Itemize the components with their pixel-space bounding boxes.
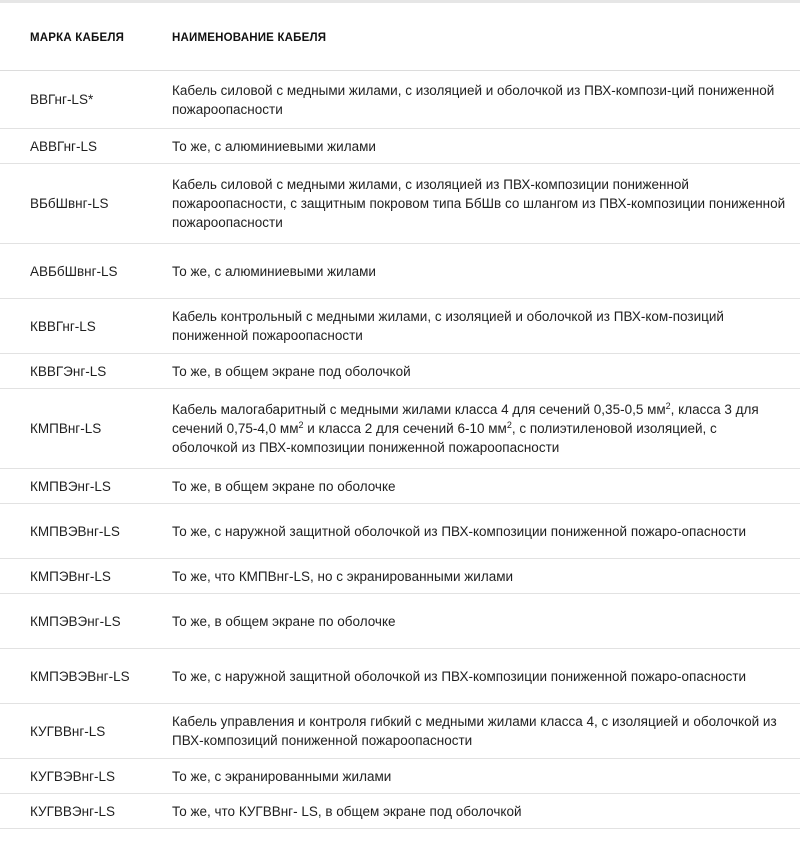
table-row	[0, 164, 800, 244]
cable-mark: АВБбШвнг-LS	[0, 244, 158, 299]
table-row	[0, 299, 800, 354]
cable-description: То же, с экранированными жилами	[158, 759, 800, 794]
table-row	[0, 594, 800, 649]
column-header-mark: МАРКА КАБЕЛЯ	[0, 6, 158, 71]
table-row	[0, 354, 800, 389]
cable-description: То же, что КУГВВнг- LS, в общем экране под оболочкой	[158, 794, 800, 829]
table-row	[0, 504, 800, 559]
table-row	[0, 129, 800, 164]
cable-description: То же, с наружной защитной оболочкой из ПВХ-композиции пониженной пожаро-опасности	[158, 649, 800, 704]
table-row	[0, 759, 800, 794]
cable-description: То же, что КМПВнг-LS, но с экранированными жилами	[158, 559, 800, 594]
table-row	[0, 469, 800, 504]
table-row	[0, 389, 800, 469]
table-row	[0, 559, 800, 594]
top-rule	[0, 0, 800, 3]
table-header-row	[0, 6, 800, 71]
cable-mark: ВБбШвнг-LS	[0, 164, 158, 244]
cable-mark: КВВГнг-LS	[0, 299, 158, 354]
cable-mark: КМПЭВЭВнг-LS	[0, 649, 158, 704]
table-row	[0, 244, 800, 299]
cable-description: То же, с алюминиевыми жилами	[158, 129, 800, 164]
cable-mark: КУГВВнг-LS	[0, 704, 158, 759]
table-row	[0, 649, 800, 704]
cable-mark: КМПЭВЭнг-LS	[0, 594, 158, 649]
cable-description: Кабель контрольный с медными жилами, с изоляцией и оболочкой из ПВХ-ком-позиций пониженной пожароопасности	[158, 299, 800, 354]
cable-description: Кабель управления и контроля гибкий с медными жилами класса 4, с изоляцией и оболочкой из ПВХ-композиций пониженной пожароопасности	[158, 704, 800, 759]
cable-mark: КМПВнг-LS	[0, 389, 158, 469]
cable-table	[0, 6, 800, 829]
cable-description: То же, в общем экране под оболочкой	[158, 354, 800, 389]
cable-mark: КВВГЭнг-LS	[0, 354, 158, 389]
table-row	[0, 704, 800, 759]
cable-description: То же, с наружной защитной оболочкой из ПВХ-композиции пониженной пожаро-опасности	[158, 504, 800, 559]
cable-description: То же, в общем экране по оболочке	[158, 469, 800, 504]
cable-mark: ВВГнг-LS*	[0, 71, 158, 129]
cable-description: То же, с алюминиевыми жилами	[158, 244, 800, 299]
column-header-name: НАИМЕНОВАНИЕ КАБЕЛЯ	[158, 6, 800, 71]
cable-mark: КМПВЭВнг-LS	[0, 504, 158, 559]
table-row	[0, 71, 800, 129]
cable-description: То же, в общем экране по оболочке	[158, 594, 800, 649]
cable-description: Кабель малогабаритный с медными жилами класса 4 для сечений 0,35-0,5 $мм^2$, класса 3 для сечений 0,75-4,0 $мм^2$ и класса 2 для сечений 6-10 $мм^2$, с полиэтиленовой изоляцией, с оболочкой из ПВХ-композиции пониженной пожароопасности	[158, 389, 800, 469]
cable-mark: АВВГнг-LS	[0, 129, 158, 164]
cable-description: Кабель силовой с медными жилами, с изоляцией из ПВХ-композиции пониженной пожароопасности, с защитным покровом типа БбШв со шлангом из ПВХ-композиции пониженной пожароопасности	[158, 164, 800, 244]
cable-mark: КУГВВЭнг-LS	[0, 794, 158, 829]
cable-mark: КМПВЭнг-LS	[0, 469, 158, 504]
table-row	[0, 794, 800, 829]
cable-mark: КУГВЭВнг-LS	[0, 759, 158, 794]
cable-description: Кабель силовой с медными жилами, с изоляцией и оболочкой из ПВХ-компози-ций пониженной пожароопасности	[158, 71, 800, 129]
cable-mark: КМПЭВнг-LS	[0, 559, 158, 594]
